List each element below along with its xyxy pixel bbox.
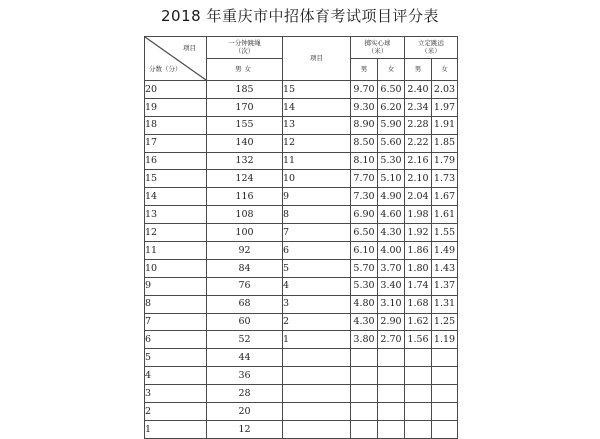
table-row <box>145 224 458 242</box>
jump-female-cell: 1.61 <box>432 206 458 224</box>
ball-female-cell: 3.70 <box>378 259 405 277</box>
score2-cell: 10 <box>283 170 351 188</box>
ball-female-cell: 5.60 <box>378 134 405 152</box>
table-row <box>145 367 458 385</box>
score2-cell: 4 <box>283 277 351 295</box>
score2-cell: 6 <box>283 242 351 260</box>
ball-male-cell <box>351 349 378 367</box>
header-row-top <box>145 37 458 59</box>
table-row <box>145 134 458 152</box>
score2-cell: 3 <box>283 295 351 313</box>
table-row <box>145 420 458 438</box>
ball-female-header: 女 <box>378 59 405 81</box>
ball-male-cell: 7.30 <box>351 188 378 206</box>
ball-female-cell: 4.00 <box>378 242 405 260</box>
rope-count-cell: 185 <box>207 81 283 99</box>
score-cell: 18 <box>145 116 207 134</box>
score2-cell <box>283 403 351 421</box>
ball-unit: （米） <box>367 46 388 55</box>
jump-male-cell <box>405 367 432 385</box>
score-cell: 2 <box>145 403 207 421</box>
jump-female-cell <box>432 403 458 421</box>
jump-female-cell: 1.73 <box>432 170 458 188</box>
jump-male-cell: 2.16 <box>405 152 432 170</box>
ball-male-cell: 8.90 <box>351 116 378 134</box>
ball-male-cell: 5.30 <box>351 277 378 295</box>
score-cell: 6 <box>145 331 207 349</box>
jump-female-cell: 1.19 <box>432 331 458 349</box>
score-cell: 19 <box>145 98 207 116</box>
rope-count-cell: 12 <box>207 420 283 438</box>
score2-cell: 5 <box>283 259 351 277</box>
ball-male-header: 男 <box>351 59 378 81</box>
jump-female-cell: 1.43 <box>432 259 458 277</box>
jump-male-cell: 1.56 <box>405 331 432 349</box>
ball-female-cell: 2.70 <box>378 331 405 349</box>
score-cell: 11 <box>145 242 207 260</box>
page-title: 2018 年重庆市中招体育考试项目评分表 <box>161 7 439 25</box>
ball-male-cell: 3.80 <box>351 331 378 349</box>
rope-label: 一分钟跳绳 <box>228 39 261 48</box>
jump-male-cell: 2.22 <box>405 134 432 152</box>
rope-count-cell: 132 <box>207 152 283 170</box>
score-cell: 17 <box>145 134 207 152</box>
score-cell: 13 <box>145 206 207 224</box>
jump-male-header: 男 <box>405 59 432 81</box>
score2-cell: 13 <box>283 116 351 134</box>
table-row <box>145 313 458 331</box>
jump-female-cell: 2.03 <box>432 81 458 99</box>
score2-cell: 11 <box>283 152 351 170</box>
jump-label: 立定跳远 <box>418 39 444 48</box>
jump-female-cell: 1.31 <box>432 295 458 313</box>
ball-male-cell: 6.50 <box>351 224 378 242</box>
score2-cell: 9 <box>283 188 351 206</box>
table-row <box>145 170 458 188</box>
ball-female-cell: 6.50 <box>378 81 405 99</box>
score2-cell <box>283 367 351 385</box>
ball-header <box>351 37 405 59</box>
score2-cell: 7 <box>283 224 351 242</box>
score-cell: 10 <box>145 259 207 277</box>
jump-male-cell: 1.74 <box>405 277 432 295</box>
table-row <box>145 259 458 277</box>
table-row <box>145 81 458 99</box>
ball-female-cell: 6.20 <box>378 98 405 116</box>
table-row <box>145 98 458 116</box>
corner-score-label: 分数（分） <box>149 64 182 73</box>
jump-male-cell: 1.98 <box>405 206 432 224</box>
ball-male-cell: 9.30 <box>351 98 378 116</box>
score-table <box>144 36 458 439</box>
ball-female-cell: 3.10 <box>378 295 405 313</box>
rope-count-cell: 44 <box>207 349 283 367</box>
jump-unit: （米） <box>421 46 441 55</box>
rope-count-cell: 68 <box>207 295 283 313</box>
table-row <box>145 188 458 206</box>
corner-item-label: 项目 <box>183 44 196 52</box>
rope-count-cell: 36 <box>207 367 283 385</box>
rope-count-cell: 60 <box>207 313 283 331</box>
ball-male-cell: 8.10 <box>351 152 378 170</box>
jump-female-cell: 1.85 <box>432 134 458 152</box>
ball-female-cell <box>378 403 405 421</box>
rope-count-cell: 108 <box>207 206 283 224</box>
jump-male-cell: 2.40 <box>405 81 432 99</box>
ball-female-cell <box>378 420 405 438</box>
ball-female-cell: 5.30 <box>378 152 405 170</box>
diagonal-divider <box>145 37 206 80</box>
rope-count-cell: 170 <box>207 98 283 116</box>
jump-female-cell: 1.55 <box>432 224 458 242</box>
score-table-body <box>145 37 458 439</box>
rope-count-cell: 116 <box>207 188 283 206</box>
ball-female-cell: 4.30 <box>378 224 405 242</box>
jump-female-cell: 1.49 <box>432 242 458 260</box>
jump-female-cell <box>432 349 458 367</box>
score2-cell <box>283 420 351 438</box>
table-row <box>145 277 458 295</box>
ball-female-cell: 4.90 <box>378 188 405 206</box>
rope-header <box>207 37 283 59</box>
table-row <box>145 349 458 367</box>
score-cell: 16 <box>145 152 207 170</box>
score2-cell <box>283 349 351 367</box>
rope-count-cell: 100 <box>207 224 283 242</box>
table-row <box>145 152 458 170</box>
rope-count-cell: 155 <box>207 116 283 134</box>
ball-label: 掷实心球 <box>364 39 391 48</box>
table-row <box>145 242 458 260</box>
ball-female-cell: 5.90 <box>378 116 405 134</box>
score2-cell: 14 <box>283 98 351 116</box>
ball-female-cell <box>378 367 405 385</box>
rope-count-cell: 124 <box>207 170 283 188</box>
score-cell: 7 <box>145 313 207 331</box>
ball-male-cell: 6.90 <box>351 206 378 224</box>
ball-male-cell: 7.70 <box>351 170 378 188</box>
score2-cell: 1 <box>283 331 351 349</box>
jump-female-cell: 1.25 <box>432 313 458 331</box>
ball-male-cell: 4.30 <box>351 313 378 331</box>
jump-female-cell: 1.37 <box>432 277 458 295</box>
jump-male-cell: 2.04 <box>405 188 432 206</box>
table-row <box>145 403 458 421</box>
rope-gender-header: 男女 <box>207 59 283 81</box>
score2-cell: 8 <box>283 206 351 224</box>
jump-female-cell <box>432 367 458 385</box>
corner-header-cell <box>145 37 207 81</box>
table-row <box>145 295 458 313</box>
rope-count-cell: 76 <box>207 277 283 295</box>
ball-female-cell: 3.40 <box>378 277 405 295</box>
score-cell: 20 <box>145 81 207 99</box>
jump-male-cell <box>405 349 432 367</box>
ball-female-cell: 4.60 <box>378 206 405 224</box>
rope-unit: （次） <box>234 46 255 55</box>
jump-female-cell: 1.67 <box>432 188 458 206</box>
rope-count-cell: 28 <box>207 385 283 403</box>
ball-female-cell <box>378 349 405 367</box>
jump-male-cell: 2.28 <box>405 116 432 134</box>
rope-count-cell: 140 <box>207 134 283 152</box>
rope-count-cell: 20 <box>207 403 283 421</box>
score2-cell: 15 <box>283 81 351 99</box>
score2-cell: 2 <box>283 313 351 331</box>
table-row <box>145 206 458 224</box>
ball-male-cell <box>351 367 378 385</box>
ball-male-cell: 4.80 <box>351 295 378 313</box>
ball-male-cell <box>351 403 378 421</box>
jump-header <box>405 37 458 59</box>
item2-header: 项目 <box>283 37 351 81</box>
jump-female-cell: 1.79 <box>432 152 458 170</box>
score-cell: 15 <box>145 170 207 188</box>
jump-male-cell: 1.92 <box>405 224 432 242</box>
table-row <box>145 116 458 134</box>
ball-male-cell: 9.70 <box>351 81 378 99</box>
jump-male-cell <box>405 403 432 421</box>
score-cell: 5 <box>145 349 207 367</box>
score-cell: 1 <box>145 420 207 438</box>
score-cell: 8 <box>145 295 207 313</box>
ball-male-cell: 8.50 <box>351 134 378 152</box>
jump-female-cell: 1.91 <box>432 116 458 134</box>
rope-count-cell: 52 <box>207 331 283 349</box>
jump-male-cell: 1.62 <box>405 313 432 331</box>
score-cell: 14 <box>145 188 207 206</box>
jump-female-cell: 1.97 <box>432 98 458 116</box>
ball-female-cell: 2.90 <box>378 313 405 331</box>
score-cell: 3 <box>145 385 207 403</box>
jump-male-cell <box>405 420 432 438</box>
ball-male-cell <box>351 420 378 438</box>
jump-male-cell: 1.68 <box>405 295 432 313</box>
score-cell: 4 <box>145 367 207 385</box>
jump-female-cell <box>432 420 458 438</box>
score2-cell: 12 <box>283 134 351 152</box>
rope-count-cell: 92 <box>207 242 283 260</box>
score-cell: 12 <box>145 224 207 242</box>
jump-male-cell: 2.10 <box>405 170 432 188</box>
ball-male-cell: 6.10 <box>351 242 378 260</box>
jump-female-header: 女 <box>432 59 458 81</box>
ball-male-cell: 5.70 <box>351 259 378 277</box>
score-cell: 9 <box>145 277 207 295</box>
table-row <box>145 331 458 349</box>
ball-female-cell: 5.10 <box>378 170 405 188</box>
jump-male-cell: 1.80 <box>405 259 432 277</box>
jump-male-cell: 2.34 <box>405 98 432 116</box>
jump-male-cell: 1.86 <box>405 242 432 260</box>
rope-count-cell: 84 <box>207 259 283 277</box>
